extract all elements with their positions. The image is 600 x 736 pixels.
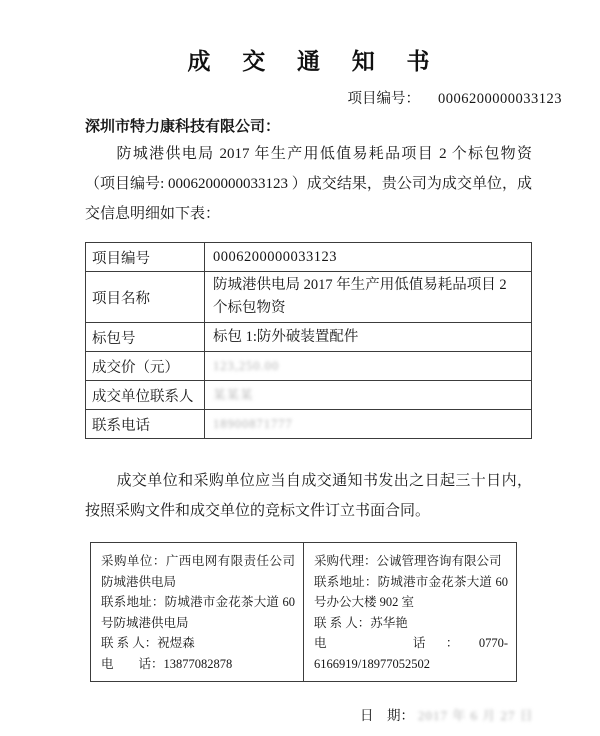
row-label: 成交价（元） <box>86 352 205 381</box>
intro-paragraph-text: 防城港供电局 2017 年生产用低值易耗品项目 2 个标包物资 （项目编号: 0006200000033123 ）成交结果，贵公司为成交单位，成交信息明细如下表： <box>85 146 532 222</box>
purchaser-phone: 电 话：13877082878 <box>101 656 233 671</box>
contract-clause-paragraph <box>85 466 532 526</box>
purchaser-contact-person: 联 系 人：祝煜森 <box>101 636 195 651</box>
agent-address: 联系地址：防城港市金花茶大道 60 号办公大楼 902 室 <box>314 574 508 610</box>
parties-table-row <box>91 543 517 682</box>
project-number-line <box>85 87 562 108</box>
row-value: 0006200000033123 <box>205 243 532 272</box>
addressee-company: 深圳市特力康科技有限公司： <box>85 119 281 135</box>
agent-unit: 采购代理：公诚管理咨询有限公司 <box>314 554 502 568</box>
agent-phone: 电 话：0770-6166919/18977052502 <box>314 636 508 671</box>
purchaser-cell <box>91 543 304 682</box>
award-table-row-deal-price <box>86 352 532 381</box>
redacted-price: 123,250.00 <box>213 358 280 373</box>
award-table-row-contact-person <box>86 381 532 410</box>
purchaser-unit: 采购单位：广西电网有限责任公司防城港供电局 <box>101 554 295 589</box>
redacted-contact-name: 某某某 <box>213 387 254 402</box>
contract-clause-text: 成交单位和采购单位应当自成交通知书发出之日起三十日内，按照采购文件和成交单位的竞标文件订立书面合同。 <box>85 473 532 519</box>
award-table-row-package-no <box>86 323 532 352</box>
agent-contact-person: 联 系 人：苏华艳 <box>314 615 408 630</box>
date-label: 日 期： <box>360 707 414 723</box>
row-label: 项目名称 <box>86 272 205 323</box>
document-title: 成 交 通 知 书 <box>187 49 443 74</box>
purchaser-address: 联系地址：防城港市金花茶大道 60 号防城港供电局 <box>101 595 295 630</box>
award-table-row-contact-phone <box>86 410 532 439</box>
agent-cell <box>304 543 517 682</box>
row-value-redacted <box>205 410 532 439</box>
award-table-row-project-no <box>86 243 532 272</box>
row-label: 成交单位联系人 <box>86 381 205 410</box>
row-label: 标包号 <box>86 323 205 352</box>
row-label: 联系电话 <box>86 410 205 439</box>
row-value-redacted <box>205 352 532 381</box>
date-line <box>85 704 532 724</box>
intro-paragraph <box>85 139 532 229</box>
project-number-value: 0006200000033123 <box>438 91 562 107</box>
row-label: 项目编号 <box>86 243 205 272</box>
award-info-table <box>85 242 532 439</box>
row-value: 标包 1:防外破装置配件 <box>205 323 532 352</box>
parties-contact-table <box>90 542 517 682</box>
row-value-redacted <box>205 381 532 410</box>
project-number-label: 项目编号： <box>347 91 420 107</box>
award-table-row-project-name <box>86 272 532 323</box>
row-value: 防城港供电局 2017 年生产用低值易耗品项目 2 个标包物资 <box>205 272 532 323</box>
redacted-date: 2017 年 6 月 27 日 <box>418 707 534 723</box>
redacted-phone: 18900871777 <box>213 416 293 431</box>
